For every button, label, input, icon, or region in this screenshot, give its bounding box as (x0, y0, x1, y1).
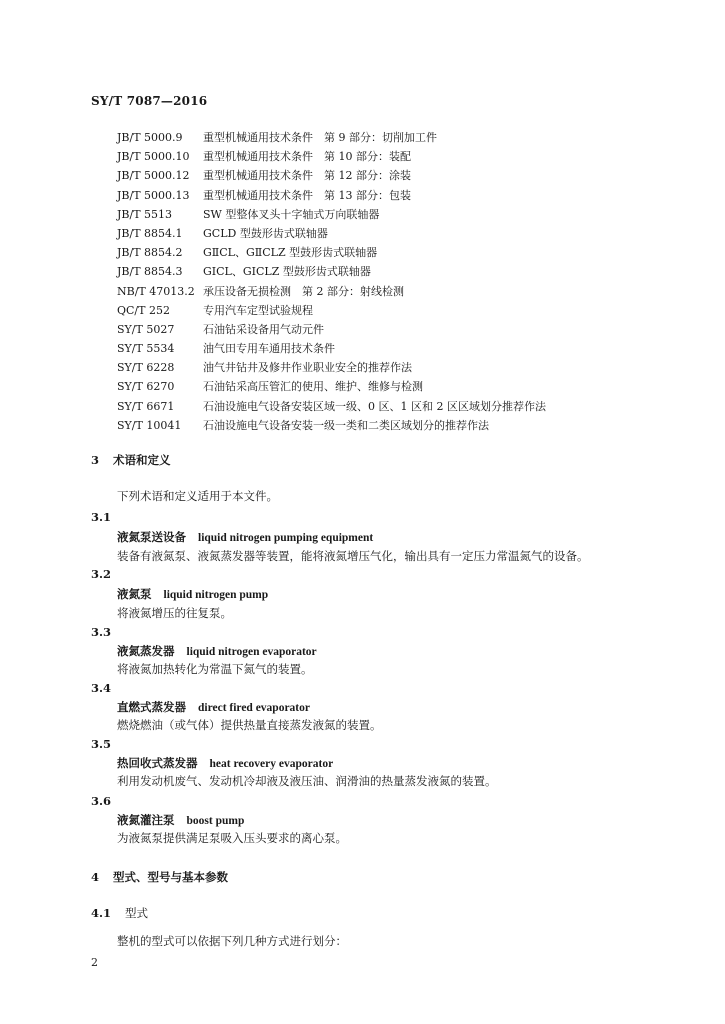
reference-title: 重型机械通用技术条件 第 9 部分：切削加工件 (203, 131, 437, 144)
term-definition: 将液氮增压的往复泵。 (117, 606, 232, 620)
reference-title: 石油设施电气设备安装一级一类和二类区域划分的推荐作法 (203, 418, 489, 432)
reference-code: JB/T 5000.13 (117, 188, 190, 202)
reference-item (117, 339, 546, 358)
reference-title: GCLD 型鼓形齿式联轴器 (203, 226, 328, 240)
reference-item (117, 358, 546, 377)
term-number: 3.6 (91, 794, 112, 808)
reference-item (117, 416, 546, 435)
term-definition: 为液氮泵提供满足泵吸入压头要求的离心泵。 (117, 831, 347, 845)
reference-title: 重型机械通用技术条件 第 12 部分：涂装 (203, 169, 411, 183)
reference-code: SY/T 6671 (117, 399, 175, 413)
section-3-heading (91, 452, 171, 468)
section-4-heading (91, 869, 228, 885)
term-zh: 液氮蒸发器 (117, 644, 175, 658)
reference-title: 石油钻采设备用气动元件 (203, 322, 324, 336)
section-title: 型式、型号与基本参数 (113, 870, 228, 884)
term-heading (117, 755, 333, 771)
reference-item (117, 224, 546, 243)
section-4-1-heading (91, 905, 148, 921)
reference-title: 专用汽车定型试验规程 (203, 303, 313, 317)
term-en: boost pump (186, 815, 245, 827)
reference-item (117, 397, 546, 416)
term-zh: 液氮泵 (117, 587, 152, 601)
reference-code: SY/T 10041 (117, 418, 182, 432)
term-number: 3.4 (91, 681, 112, 695)
reference-code: QC/T 252 (117, 303, 170, 317)
reference-code: JB/T 8854.1 (117, 226, 183, 240)
reference-code: NB/T 47013.2 (117, 284, 195, 298)
section-number: 3 (91, 453, 100, 467)
reference-title: 油气田专用车通用技术条件 (203, 342, 335, 356)
reference-title: GⅡCL、GⅡCLZ 型鼓形齿式联轴器 (203, 246, 378, 260)
term-en: liquid nitrogen evaporator (186, 646, 317, 658)
reference-title: SW 型整体叉头十字轴式万向联轴器 (203, 207, 380, 221)
reference-title: 石油设施电气设备安装区域一级、0 区、1 区和 2 区区域划分推荐作法 (203, 399, 546, 413)
term-number: 3.3 (91, 625, 112, 639)
normative-references-list (117, 128, 546, 435)
reference-item (117, 205, 546, 224)
reference-code: JB/T 5000.12 (117, 169, 190, 183)
term-definition: 装备有液氮泵、液氮蒸发器等装置，能将液氮增压气化，输出具有一定压力常温氮气的设备。 (117, 549, 589, 563)
term-en: direct fired evaporator (198, 702, 310, 714)
reference-code: JB/T 5000.10 (117, 150, 190, 164)
reference-code: JB/T 5000.9 (117, 131, 183, 144)
reference-item (117, 147, 546, 166)
reference-item (117, 186, 546, 205)
reference-item (117, 128, 546, 147)
reference-code: JB/T 5513 (117, 207, 173, 221)
page-number: 2 (91, 956, 98, 969)
term-zh: 热回收式蒸发器 (117, 756, 198, 770)
term-definition: 利用发动机废气、发动机冷却液及液压油、润滑油的热量蒸发液氮的装置。 (117, 774, 497, 788)
term-zh: 液氮泵送设备 (117, 530, 186, 544)
reference-code: SY/T 6228 (117, 361, 175, 375)
reference-item (117, 243, 546, 262)
reference-title: 重型机械通用技术条件 第 10 部分：装配 (203, 150, 411, 164)
reference-code: SY/T 5534 (117, 342, 175, 356)
term-heading (117, 529, 373, 545)
term-heading (117, 586, 268, 602)
section-3-intro: 下列术语和定义适用于本文件。 (117, 489, 278, 503)
section-number: 4.1 (91, 906, 112, 920)
reference-code: JB/T 8854.2 (117, 246, 183, 260)
reference-item (117, 262, 546, 281)
reference-code: SY/T 5027 (117, 322, 175, 336)
term-heading (117, 699, 310, 715)
reference-code: SY/T 6270 (117, 380, 175, 394)
reference-title: 石油钻采高压管汇的使用、维护、维修与检测 (203, 380, 423, 394)
reference-item (117, 301, 546, 320)
reference-item (117, 320, 546, 339)
term-heading (117, 643, 317, 659)
section-title: 术语和定义 (113, 453, 171, 467)
section-title: 型式 (125, 906, 148, 920)
term-en: heat recovery evaporator (209, 758, 334, 770)
reference-code: JB/T 8854.3 (117, 265, 183, 279)
reference-title: 重型机械通用技术条件 第 13 部分：包装 (203, 188, 411, 202)
term-number: 3.5 (91, 737, 112, 751)
term-en: liquid nitrogen pump (163, 589, 269, 601)
reference-title: GⅠCL、GⅠCLZ 型鼓形齿式联轴器 (203, 265, 371, 279)
section-number: 4 (91, 870, 100, 884)
standard-number-header: SY/T 7087—2016 (91, 94, 208, 108)
section-4-1-text: 整机的型式可以依据下列几种方式进行划分： (117, 934, 347, 948)
term-definition: 燃烧燃油（或气体）提供热量直接蒸发液氮的装置。 (117, 718, 382, 732)
term-heading (117, 812, 244, 828)
reference-title: 油气井钻井及修井作业职业安全的推荐作法 (203, 361, 412, 375)
term-zh: 直燃式蒸发器 (117, 700, 186, 714)
term-number: 3.2 (91, 567, 112, 581)
reference-title: 承压设备无损检测 第 2 部分：射线检测 (203, 284, 404, 298)
term-definition: 将液氮加热转化为常温下氮气的装置。 (117, 662, 313, 676)
reference-item (117, 282, 546, 301)
reference-item (117, 377, 546, 396)
reference-item (117, 166, 546, 185)
term-number: 3.1 (91, 510, 112, 524)
term-en: liquid nitrogen pumping equipment (198, 532, 374, 544)
term-zh: 液氮灌注泵 (117, 813, 175, 827)
